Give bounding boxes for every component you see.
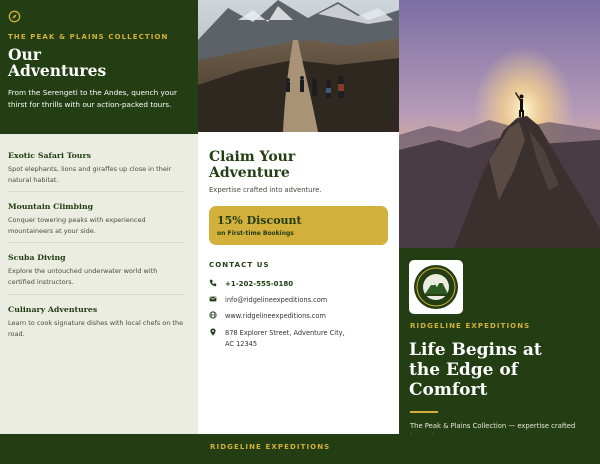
website-url: www.ridgelineexpeditions.com bbox=[225, 312, 326, 320]
left-header-block bbox=[0, 0, 198, 134]
tour-title: Exotic Safari Tours bbox=[8, 151, 91, 160]
phone-icon bbox=[209, 279, 217, 287]
cover-title-line3: Comfort bbox=[409, 380, 488, 400]
adventures-title bbox=[8, 47, 188, 79]
claim-title bbox=[209, 149, 389, 181]
hikers-trail-photo bbox=[198, 0, 399, 132]
summit-sunset-photo bbox=[399, 0, 600, 248]
email-address: info@ridgelineexpeditions.com bbox=[225, 296, 328, 304]
tour-title: Mountain Climbing bbox=[8, 202, 94, 211]
compass-icon bbox=[8, 10, 21, 23]
map-pin-icon bbox=[209, 328, 217, 336]
claim-subtitle: Expertise crafted into adventure. bbox=[209, 186, 322, 194]
collection-label: THE PEAK & PLAINS COLLECTION bbox=[8, 33, 169, 41]
tour-item bbox=[8, 202, 184, 237]
divider bbox=[8, 191, 184, 192]
cover-title-line2: the Edge of bbox=[409, 360, 519, 380]
footer-brand: RIDGELINE EXPEDITIONS bbox=[210, 443, 331, 451]
ridgeline-logo-box bbox=[409, 260, 463, 314]
claim-title-line2: Adventure bbox=[209, 165, 290, 181]
ridgeline-logo bbox=[409, 260, 463, 314]
address-line2: AC 12345 bbox=[225, 339, 258, 348]
discount-subtitle: on First-time Bookings bbox=[217, 230, 294, 237]
tour-description: Spot elephants, lions and giraffes up close in their natural habitat. bbox=[8, 165, 172, 184]
address bbox=[225, 328, 345, 349]
tour-title: Culinary Adventures bbox=[8, 305, 98, 314]
adventures-title-line1: Our bbox=[8, 45, 41, 64]
cover-title-line1: Life Begins at bbox=[409, 340, 542, 360]
mail-icon bbox=[209, 295, 217, 303]
tour-item bbox=[8, 253, 184, 288]
middle-panel bbox=[198, 0, 399, 464]
contact-heading: CONTACT US bbox=[209, 261, 270, 269]
tour-description: Learn to cook signature dishes with local chefs on the road. bbox=[8, 319, 184, 338]
tour-description: Conquer towering peaks with experienced mountaineers at your side. bbox=[8, 216, 146, 235]
tour-item bbox=[8, 305, 184, 340]
tour-item bbox=[8, 151, 184, 186]
discount-title: 15% Discount bbox=[217, 214, 302, 227]
cover-tagline: The Peak & Plains Collection — expertise crafted bbox=[410, 422, 576, 430]
adventures-intro: From the Serengeti to the Andes, quench your thirst for thrills with our action-packed tours. bbox=[8, 88, 177, 109]
left-panel bbox=[0, 0, 198, 464]
globe-icon bbox=[209, 311, 217, 319]
address-line1: 878 Explorer Street, Adventure City, bbox=[225, 329, 345, 337]
cover-title bbox=[409, 340, 594, 400]
divider bbox=[8, 294, 184, 295]
divider bbox=[8, 242, 184, 243]
tour-title: Scuba Diving bbox=[8, 253, 66, 262]
phone-number: +1-202-555-0180 bbox=[225, 280, 294, 288]
tour-description: Explore the untouched underwater world with certified instructors. bbox=[8, 267, 158, 286]
right-panel bbox=[399, 0, 600, 464]
brand-name: RIDGELINE EXPEDITIONS bbox=[410, 322, 531, 330]
accent-divider bbox=[410, 411, 438, 413]
discount-card bbox=[209, 206, 388, 245]
claim-title-line1: Claim Your bbox=[209, 149, 296, 165]
adventures-title-line2: Adventures bbox=[8, 61, 107, 80]
